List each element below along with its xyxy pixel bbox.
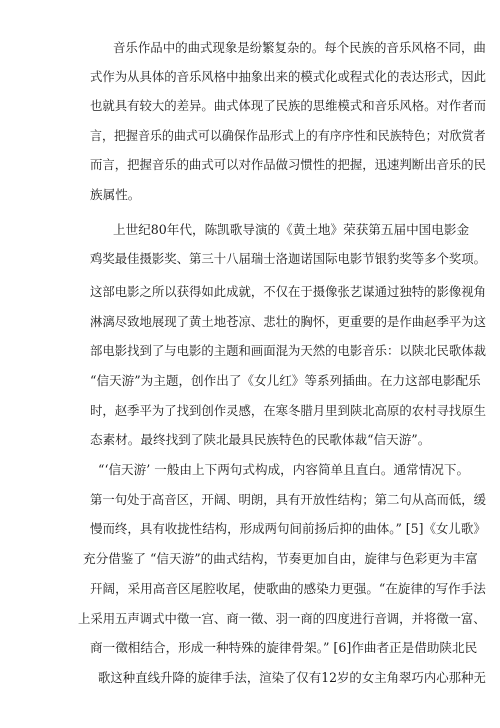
text-line: 言，把握音乐的曲式可以确保作品形式上的有序序性和民族特色；对欣赏者 <box>90 128 486 143</box>
text-line: 上世纪80年代，陈凯歌导演的《黄土地》荣获第五届中国电影金 <box>113 222 470 237</box>
text-line: 部电影找到了与电影的主题和画面混为天然的电影音乐：以陕北民歌体裁 <box>90 343 486 358</box>
text-line: “‘信天游’ 一般由上下两句式构成，内容简单且直白。通常情况下。 <box>98 462 470 477</box>
text-line: 歌这种直线升降的旋律手法，渲染了仅有12岁的女主角翠巧内心那种无 <box>98 670 486 685</box>
text-line: 充分借鉴了 “信天游”的曲式结构，节奏更加自由，旋律与色彩更为丰富 <box>83 551 478 566</box>
text-line: 也就具有较大的差异。曲式体现了民族的思维模式和音乐风格。对作者而 <box>90 98 486 113</box>
text-line: 幵阔，采用高音区尾腔收尾，使歌曲的感染力更强。“在旋律的写作手法 <box>90 581 486 596</box>
text-line: 鸡奖最佳摄影奖、第三十八届瑞士洛迦诺国际电影节银豹奖等多个奖项。 <box>90 251 486 266</box>
text-line: “信天游”为主题，创作出了《女儿红》等系列插曲。在力这部电影配乐 <box>90 373 481 388</box>
text-line: 慢而终，具有收拢性结构，形成两句间前扬后抑的曲体。” [5]《女儿歌》 <box>90 521 486 536</box>
text-line: 式作为从具体的音乐风格中抽象出来的模式化或程式化的表达形式，因此 <box>90 69 486 84</box>
text-line: 第一句处于高音区，开阔、明朗，具有开放性结构；第二句从高而低，缓 <box>90 492 486 507</box>
text-line: 音乐作品中的曲式现象是纷繁复杂的。每个民族的音乐风格不同，曲 <box>113 40 486 55</box>
text-line: 族属性。 <box>90 187 141 202</box>
text-line: 上采用五声调式中徵一宫、商一徵、羽一商的四度进行音调，并将徵一富、 <box>78 611 486 626</box>
text-line: 而言，把握音乐的曲式可以对作品做习惯性的把握，迅速判断出音乐的民 <box>90 157 486 172</box>
text-line: 这部电影之所以获得如此成就，不仅在于摄像张艺谋通过独特的影像视角 <box>90 284 486 299</box>
text-line: 时，赵季平为了找到创作灵感，在寒冬腊月里到陕北高原的农村寻找原生 <box>90 403 486 418</box>
text-line: 态素材。最终找到了陕北最具民族特色的民歌体裁“信天游”。 <box>90 432 431 447</box>
text-line: 商一徵相结合，形成一种特殊的旋律骨架。” [6]作曲者正是借助陕北民 <box>90 640 478 655</box>
text-line: 淋漓尽致地展现了黄土地苍凉、悲壮的胸怀，更重要的是作曲赵季平为这 <box>90 314 486 329</box>
